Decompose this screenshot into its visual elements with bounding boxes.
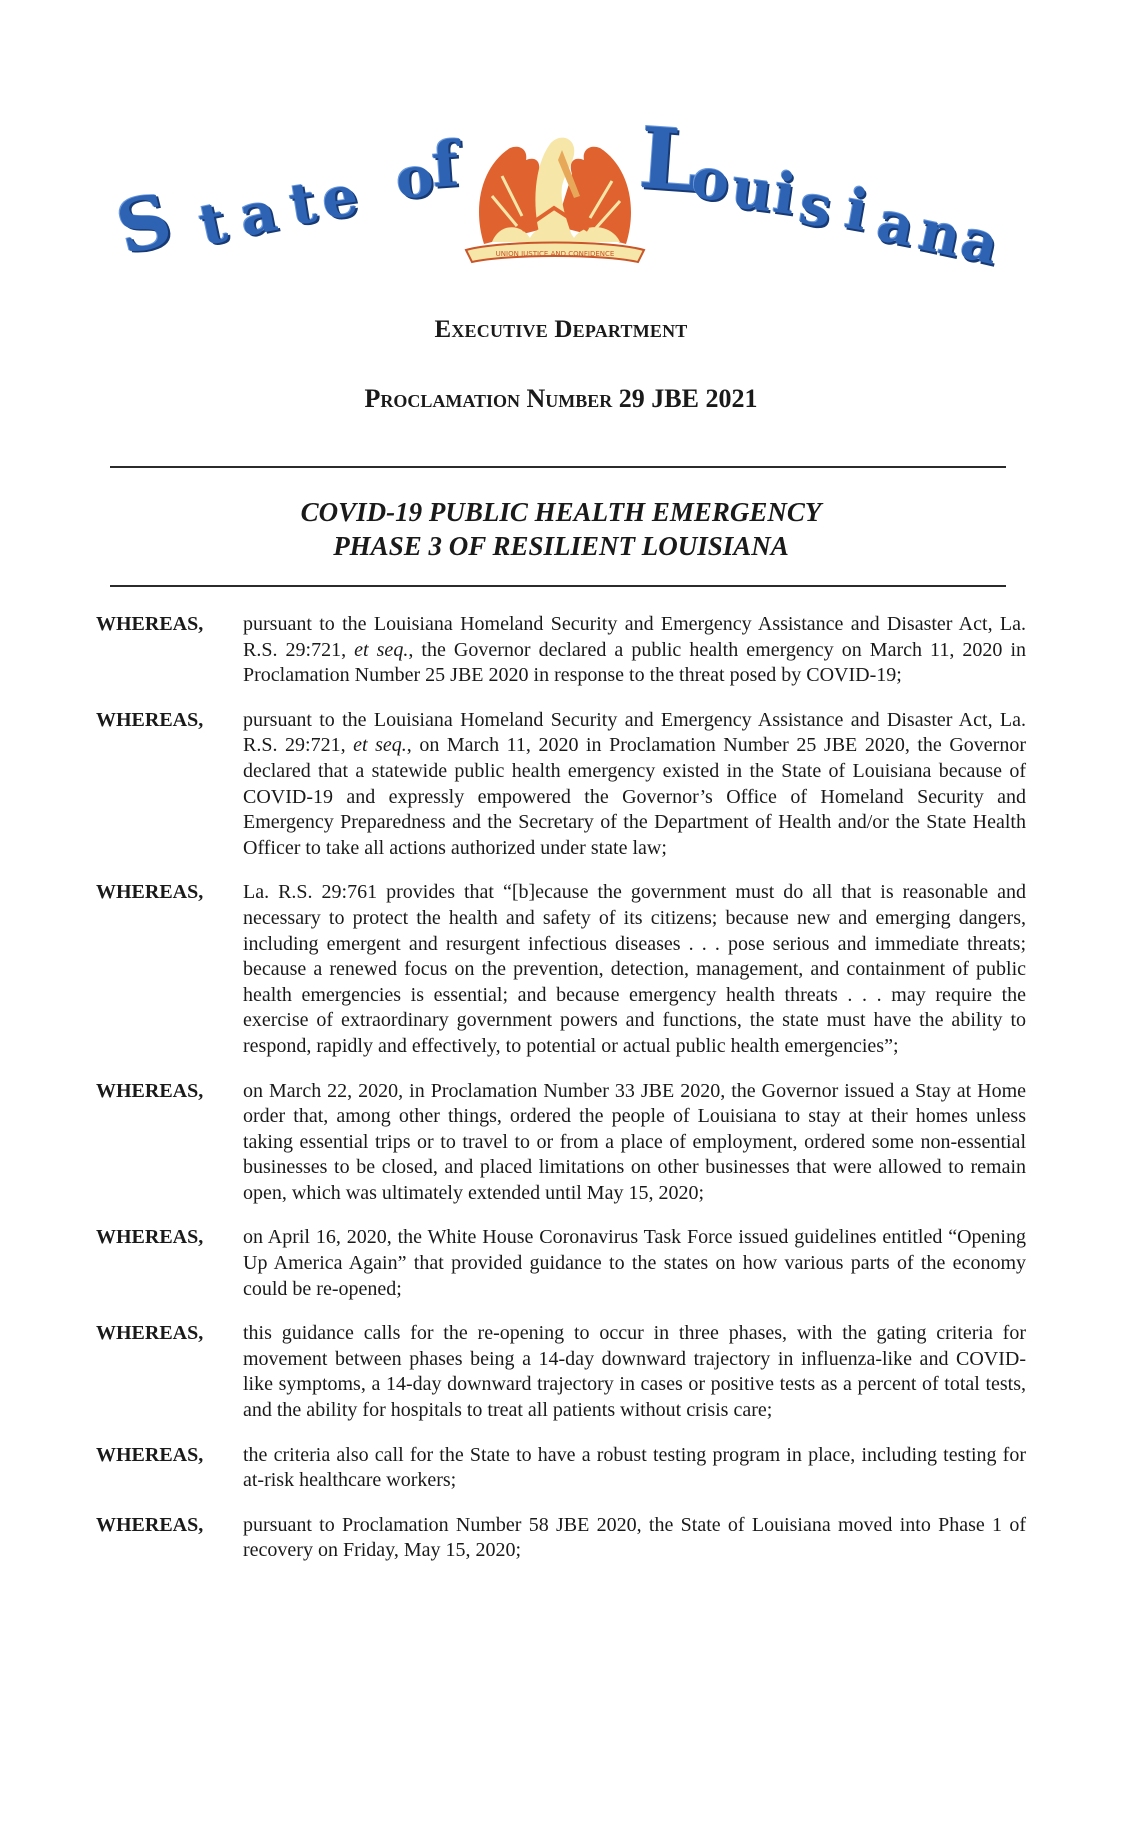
- letterhead-letter: s: [795, 170, 837, 242]
- subtitle-line-2: PHASE 3 OF RESILIENT LOUISIANA: [333, 531, 789, 561]
- clause-text: pursuant to Proclamation Number 58 JBE 2020, the State of Louisiana moved into Phase 1 of recovery on Friday, May 15, 2020;: [243, 1513, 1026, 1562]
- clause-text: pursuant to the Louisiana Homeland Security and Emergency Assistance and Disaster Act, La. R.S. 29:721, et seq., on March 11, 2020 in Proclamation Number 25 JBE 2020, the Governor declared that a statewide public health emergency existed in the State of Louisiana because of COVID-19 and expressly empowered the Governor’s Office of Homeland Security and Emergency Preparedness and the Secretary of the Department of Health and/or the State Health Officer to take all actions authorized under state law;: [243, 708, 1026, 859]
- letterhead-letter: a: [234, 178, 283, 250]
- letterhead: [0, 0, 1122, 300]
- clause-label: WHEREAS,: [96, 1513, 204, 1536]
- whereas-clause: [96, 1443, 1026, 1494]
- clause-text: pursuant to the Louisiana Homeland Security and Emergency Assistance and Disaster Act, La. R.S. 29:721, et seq., the Governor declared a public health emergency on March 11, 2020 in Proclamation Number 25 JBE 2020 in response to the threat posed by COVID-19;: [243, 613, 1026, 687]
- clause-text: the criteria also call for the State to have a robust testing program in place, including testing for at-risk healthcare workers;: [243, 1443, 1026, 1492]
- letterhead-letter: L: [636, 108, 703, 211]
- whereas-clause: [96, 1079, 1026, 1207]
- letterhead-letter: a: [872, 188, 921, 260]
- divider-top: [110, 466, 1006, 468]
- whereas-clause: [96, 1513, 1026, 1564]
- whereas-clause: [96, 880, 1026, 1059]
- proclamation-number: Proclamation Number 29 JBE 2021: [364, 384, 758, 413]
- divider-bottom: [110, 585, 1006, 587]
- clause-label: WHEREAS,: [96, 1443, 204, 1466]
- clause-text: this guidance calls for the re-opening to occur in three phases, with the gating criteria for movement between phases being a 14-day downward trajectory in influenza-like and COVID-like symptoms, a 14-day downward trajectory in cases or positive tests as a percent of total tests, and the ability for hospitals to treat all patients without crisis care;: [243, 1322, 1026, 1422]
- department-title: Executive Department: [434, 316, 688, 343]
- letterhead-letter: o: [393, 143, 437, 213]
- clause-label: WHEREAS,: [96, 1079, 204, 1102]
- clause-label: WHEREAS,: [96, 708, 204, 731]
- whereas-clause: [96, 612, 1026, 689]
- clause-text: on March 22, 2020, in Proclamation Number 33 JBE 2020, the Governor issued a Stay at Home order that, among other things, ordered the people of Louisiana to stay at their homes unless taking essential trips or to travel to or from a place of employment, ordered some non-essential businesses to be closed, and placed limitations on other businesses that were allowed to remain open, which was ultimately extended until May 15, 2020;: [243, 1079, 1026, 1204]
- letterhead-letter: f: [429, 127, 462, 202]
- whereas-clause: [96, 1225, 1026, 1302]
- whereas-clause: [96, 708, 1026, 862]
- clause-text: La. R.S. 29:761 provides that “[b]ecause the government must do all that is reasonable and necessary to protect the health and safety of its citizens; because new and emerging dangers, including emergent and resurgent infectious diseases . . . pose serious and immediate threats; because a renewed focus on the prevention, detection, management, and containment of public health emergencies is essential; and because emergency health threats . . . may require the exercise of extraordinary government powers and functions, the state must have the ability to respond, rapidly and effectively, to potential or actual public health emergencies”;: [243, 881, 1026, 1057]
- whereas-clauses: [96, 612, 1026, 1583]
- proclamation-subtitle: [0, 495, 1122, 563]
- letterhead-letter: o: [688, 145, 733, 215]
- letterhead-letter: n: [913, 197, 968, 271]
- clause-text: on April 16, 2020, the White House Coronavirus Task Force issued guidelines entitled “Opening Up America Again” that provided guidance to the states on how various parts of the economy could be re-opened;: [243, 1226, 1026, 1300]
- letterhead-letter: t: [284, 169, 321, 239]
- letterhead-letter: a: [955, 205, 1006, 279]
- clause-label: WHEREAS,: [96, 1226, 204, 1249]
- clause-label: WHEREAS,: [96, 613, 204, 635]
- letterhead-letter: i: [840, 175, 873, 245]
- clause-label: WHEREAS,: [96, 1322, 204, 1345]
- clause-label: WHEREAS,: [96, 881, 204, 904]
- subtitle-line-1: COVID-19 PUBLIC HEALTH EMERGENCY: [300, 497, 822, 527]
- svg-text:UNION JUSTICE AND CONFIDENCE: UNION JUSTICE AND CONFIDENCE: [495, 250, 615, 258]
- letterhead-letter: i: [769, 159, 800, 229]
- letterhead-letter: S: [108, 175, 180, 272]
- whereas-clause: [96, 1321, 1026, 1423]
- state-seal-icon: [462, 126, 648, 268]
- letterhead-letter: t: [193, 189, 233, 259]
- letterhead-letter: u: [728, 154, 777, 226]
- letterhead-letter: e: [317, 162, 363, 234]
